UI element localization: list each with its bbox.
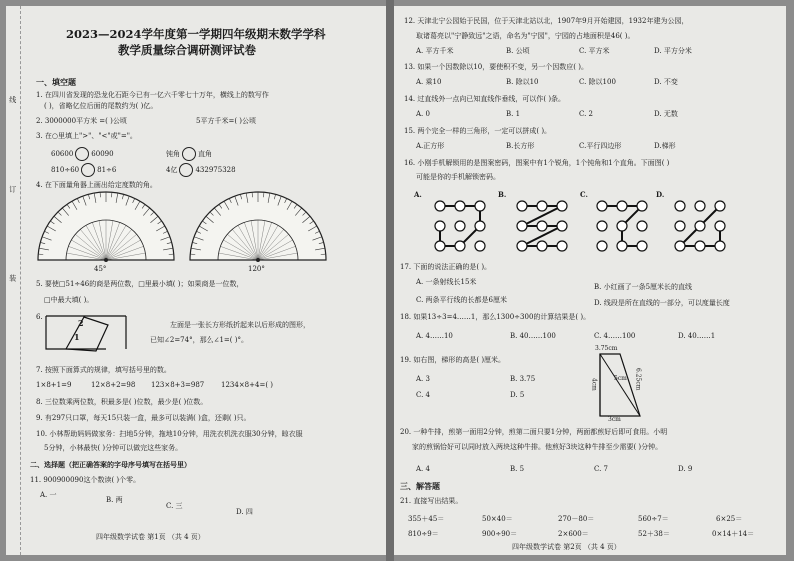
q5-line2: □中最大填( )。 xyxy=(44,296,94,304)
exam-title: 2023—2024学年度第一学期四年级期末数学学科 xyxy=(66,27,326,41)
q9: 9. 有297只口罩，每天15只装一盒，最多可以装满( )盒，还剩( )只。 xyxy=(36,414,251,422)
q13: 13. 如果一个因数除以10，要使积不变，另一个因数应( )。 xyxy=(404,63,588,71)
q5-line1: 5. 要使□51÷46的商是两位数，□里最小填( )；如果商是一位数， xyxy=(36,280,244,288)
q11-option-d[interactable]: D. 四 xyxy=(236,508,253,516)
q14-option-c[interactable]: C. 2 xyxy=(579,110,594,118)
lock-pattern-a[interactable] xyxy=(430,196,490,256)
calc-7: 900÷90＝ xyxy=(482,530,518,538)
q7-row-2: 12×8+2=98 xyxy=(91,381,136,389)
margin-text: 线 订 装 xyxy=(8,96,17,322)
section-multiple-choice: 二、选择题（把正确答案的字母序号填写在括号里） xyxy=(30,460,191,469)
calc-5: 6×25＝ xyxy=(716,515,743,523)
q11-option-c[interactable]: C. 三 xyxy=(166,502,183,510)
lock-pattern-d[interactable] xyxy=(670,196,730,256)
trapezoid-height-label: 4cm xyxy=(590,378,598,391)
q17-option-b[interactable]: B. 小红画了一条5厘米长的直线 xyxy=(594,283,693,291)
calc-3: 270－80＝ xyxy=(558,515,595,523)
compare-circle[interactable] xyxy=(182,147,196,161)
q19-option-c[interactable]: C. 4 xyxy=(416,391,431,399)
q18-option-c[interactable]: C. 4……100 xyxy=(594,332,636,340)
section-fill-blank: 一、填空题 xyxy=(36,77,76,87)
q2-part1: 2. 3000000平方米 =( )公顷 xyxy=(36,117,127,125)
q20-option-d[interactable]: D. 9 xyxy=(678,465,693,473)
q17-option-d[interactable]: D. 线段是所在直线的一部分，可以度量长度 xyxy=(594,299,730,307)
q12-option-c[interactable]: C. 平方米 xyxy=(579,47,610,55)
q3-item-4: 4亿 432975328 xyxy=(166,163,236,177)
q19-option-b[interactable]: B. 3.75 xyxy=(510,375,536,383)
q1-line2: ( )，省略亿位后面的尾数约为( )亿。 xyxy=(44,102,158,110)
protractor-left xyxy=(36,194,176,264)
q20-option-a[interactable]: A. 4 xyxy=(416,465,430,473)
q16-label-c[interactable]: C. xyxy=(580,190,588,199)
q11-option-a[interactable]: A. 一 xyxy=(40,491,57,499)
trapezoid-right-label: 6.25cm xyxy=(634,368,642,391)
calc-4: 560÷7＝ xyxy=(638,515,669,523)
q2-part2: 5平方千米=( )公顷 xyxy=(196,117,257,125)
q16-label-b[interactable]: B. xyxy=(498,190,507,199)
q12-option-b[interactable]: B. 公顷 xyxy=(506,47,530,55)
q15-option-d[interactable]: D.梯形 xyxy=(654,142,676,150)
q7-row-4: 1234×8+4=( ) xyxy=(221,381,274,389)
q18-option-d[interactable]: D. 40……1 xyxy=(678,332,716,340)
angle-label-45: 45° xyxy=(94,265,107,273)
angle-1-label: 1 xyxy=(74,332,80,342)
q17: 17. 下面的说法正确的是( )。 xyxy=(400,263,492,271)
left-footer: 四年级数学试卷 第1页 （共 4 页） xyxy=(96,533,205,541)
q11-option-b[interactable]: B. 两 xyxy=(106,496,123,504)
q18-option-b[interactable]: B. 40……100 xyxy=(510,332,556,340)
q12-option-d[interactable]: D. 平方分米 xyxy=(654,47,692,55)
q14-option-a[interactable]: A. 0 xyxy=(416,110,430,118)
trapezoid-bottom-label: 3cm xyxy=(608,416,621,423)
q19-option-d[interactable]: D. 5 xyxy=(510,391,525,399)
q20-option-c[interactable]: C. 7 xyxy=(594,465,609,473)
q17-option-a[interactable]: A. 一条射线长15米 xyxy=(416,278,477,286)
q13-option-b[interactable]: B. 除以10 xyxy=(506,78,539,86)
compare-circle[interactable] xyxy=(179,163,193,177)
q6-line1: 左面是一张长方形纸折起来以后形成的图形， xyxy=(170,321,310,329)
q10-line1: 10. 小林帮助妈妈做家务：扫地5分钟，拖地10分钟，用洗衣机洗衣服30分钟，晾衣服 xyxy=(36,430,303,438)
q7-row-1: 1×8+1=9 xyxy=(36,381,72,389)
trapezoid-top-label: 3.75cm xyxy=(595,345,618,352)
left-page xyxy=(6,6,386,555)
q17-option-c[interactable]: C. 两条平行线的长都是6厘米 xyxy=(416,296,508,304)
q20-line2: 家的煎锅恰好可以同时放入两块这种牛排。他煎好3块这种牛排至少需要( )分钟。 xyxy=(412,443,663,451)
q19-option-a[interactable]: A. 3 xyxy=(416,375,430,383)
section-answer: 三、解答题 xyxy=(400,481,440,491)
q7-row-3: 123×8+3=987 xyxy=(151,381,205,389)
q11: 11. 900900090这个数读( )个零。 xyxy=(30,476,141,484)
protractor-right xyxy=(188,194,328,264)
angle-label-120: 120° xyxy=(248,265,265,273)
q19: 19. 如右图，梯形的高是( )厘米。 xyxy=(400,356,506,364)
lock-pattern-c[interactable] xyxy=(592,196,652,256)
q15-option-b[interactable]: B.长方形 xyxy=(506,142,535,150)
q4-label: 4. 在下面量角器上画出给定度数的角。 xyxy=(36,181,157,189)
calc-10: 0×14＋14＝ xyxy=(712,530,755,538)
lock-pattern-b[interactable] xyxy=(512,196,572,256)
folded-paper-figure xyxy=(46,311,146,353)
q3-item-3: 钝角 直角 xyxy=(166,147,212,161)
q20-option-b[interactable]: B. 5 xyxy=(510,465,525,473)
q6-number: 6. xyxy=(36,313,43,321)
binding-margin xyxy=(6,6,21,555)
calc-9: 52＋38＝ xyxy=(638,530,670,538)
q14-option-b[interactable]: B. 1 xyxy=(506,110,521,118)
trapezoid-diag-label: 5cm xyxy=(614,375,627,382)
right-footer: 四年级数学试卷 第2页 （共 4 页） xyxy=(512,543,621,551)
q15-option-c[interactable]: C.平行四边形 xyxy=(579,142,622,150)
q3-item-1: 60600 60090 xyxy=(51,147,114,161)
angle-2-label: 2 xyxy=(78,318,84,328)
book-spine xyxy=(386,0,394,561)
q21-label: 21. 直接写出结果。 xyxy=(400,497,463,505)
q16-line2: 可能是你的手机解锁密码。 xyxy=(416,173,500,181)
q7-label: 7. 按照下面算式的规律，填写括号里的数。 xyxy=(36,366,171,374)
calc-2: 50×40＝ xyxy=(482,515,513,523)
q16-label-a[interactable]: A. xyxy=(414,190,422,199)
compare-circle[interactable] xyxy=(75,147,89,161)
q12-line2: 取诸葛亮以"宁静致远"之语，命名为"宁园"，宁园的占地面积是46( )。 xyxy=(416,32,635,40)
q3-item-2: 810÷60 81÷6 xyxy=(51,163,116,177)
q12-option-a[interactable]: A. 平方千米 xyxy=(416,47,454,55)
q16-label-d[interactable]: D. xyxy=(656,190,665,199)
q14-option-d[interactable]: D. 无数 xyxy=(654,110,678,118)
q14: 14. 过直线外一点向已知直线作垂线，可以作( )条。 xyxy=(404,95,566,103)
exam-subtitle: 教学质量综合调研测评试卷 xyxy=(118,43,256,57)
q15: 15. 两个完全一样的三角形，一定可以拼成( )。 xyxy=(404,127,552,135)
q1-line1: 1. 在四川省发现的恐龙化石距今已有一亿六千零七十万年，横线上的数写作 xyxy=(36,91,269,99)
q12-line1: 12. 天津北宁公园始于民国，位于天津北站以北，1907年9月开始建园，1932年建为公园， xyxy=(404,17,689,25)
q3-label: 3. 在○里填上">"、"<"或"="。 xyxy=(36,132,137,140)
calc-8: 2×600＝ xyxy=(558,530,589,538)
q16-line1: 16. 小刚手机解锁用的是图案密码，图案中有1个锐角，1个钝角和1个直角。下面图( ) xyxy=(404,159,670,167)
q20-line1: 20. 一种牛排，煎第一面用2分钟，煎第二面只要1分钟，两面都煎好后即可食用。小明 xyxy=(400,428,668,436)
q10-line2: 5分钟，小林最快( )分钟可以做完这些家务。 xyxy=(44,444,183,452)
q18: 18. 如果13÷3=4……1，那么1300÷300的计算结果是( )。 xyxy=(400,313,591,321)
q13-option-c[interactable]: C. 除以100 xyxy=(579,78,616,86)
right-page xyxy=(394,6,786,555)
calc-6: 810÷9＝ xyxy=(408,530,439,538)
q13-option-a[interactable]: A. 乘10 xyxy=(416,78,442,86)
q13-option-d[interactable]: D. 不变 xyxy=(654,78,678,86)
calc-1: 355＋45＝ xyxy=(408,515,445,523)
q18-option-a[interactable]: A. 4……10 xyxy=(416,332,453,340)
compare-circle[interactable] xyxy=(81,163,95,177)
q6-line2: 已知∠2=74°，那么∠1=( )°。 xyxy=(150,336,248,344)
q8: 8. 三位数乘两位数，积最多是( )位数，最少是( )位数。 xyxy=(36,398,208,406)
q15-option-a[interactable]: A.正方形 xyxy=(416,142,445,150)
